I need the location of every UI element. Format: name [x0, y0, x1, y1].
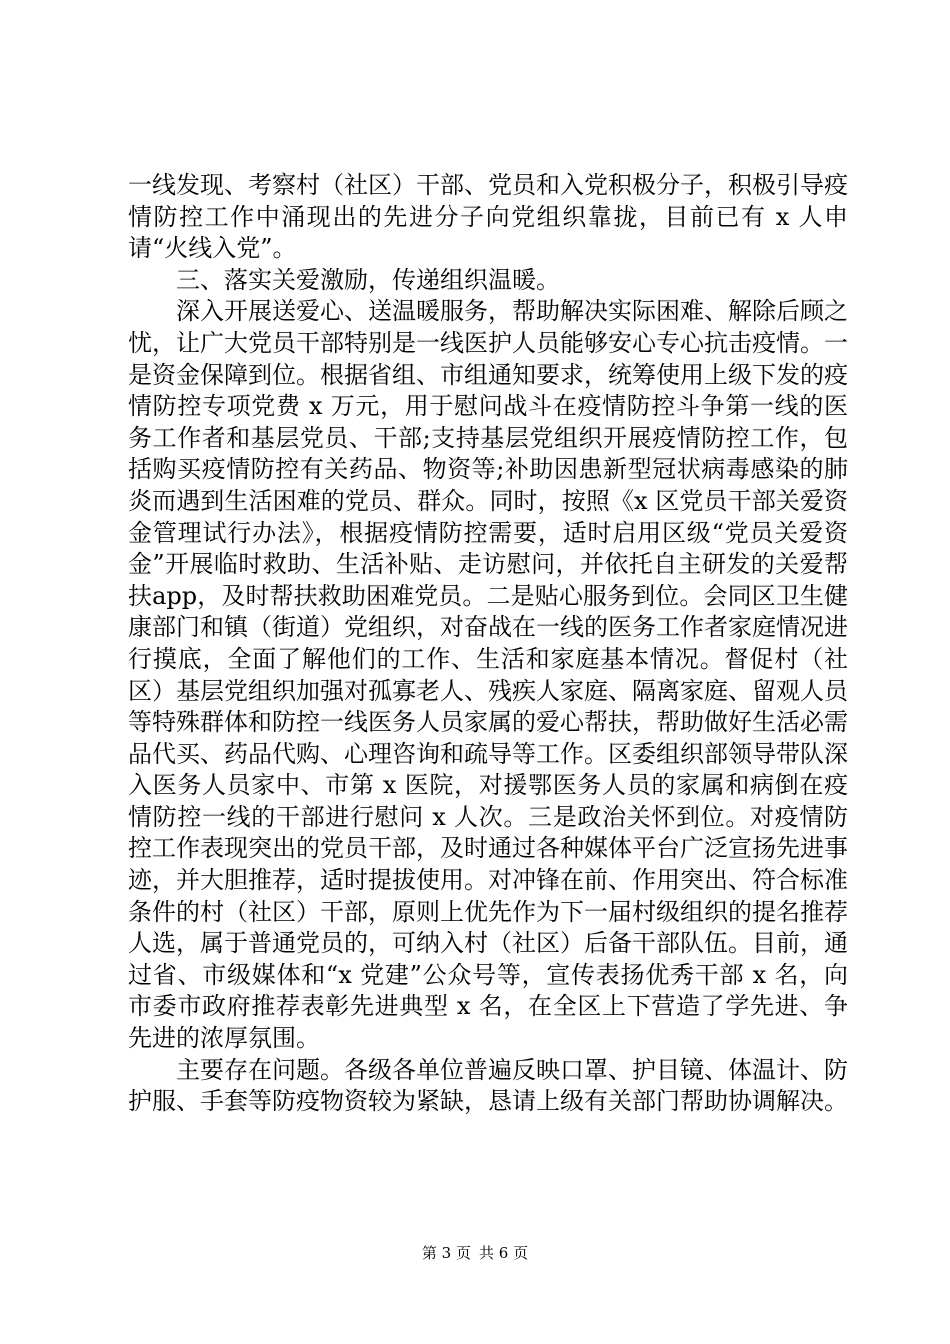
page-footer — [0, 1242, 950, 1263]
paragraph-care-incentives: 深入开展送爱心、送温暖服务，帮助解决实际困难、解除后顾之忧，让广大党员干部特别是一线医护人员能够安心专心抗击疫情。一是资金保障到位。根据省组、市组通知要求，统筹使用上级下发的疫情防控专项党费 x 万元，用于慰问战斗在疫情防控斗争第一线的医务工作者和基层党员、干部;支持基层党组织开展疫情防控工作，包括购买疫情防控有关药品、物资等;补助因患新型冠状病毒感染的肺炎而遇到生活困难的党员、群众。同时，按照《x 区党员干部关爱资金管理试行办法》，根据疫情防控需要，适时启用区级“党员关爱资金”开展临时救助、生活补贴、走访慰问，并依托自主研发的关爱帮扶app，及时帮扶救助困难党员。二是贴心服务到位。会同区卫生健康部门和镇（街道）党组织，对奋战在一线的医务工作者家庭情况进行摸底，全面了解他们的工作、生活和家庭基本情况。督促村（社区）基层党组织加强对孤寡老人、残疾人家庭、隔离家庭、留观人员等特殊群体和防控一线医务人员家属的爱心帮扶，帮助做好生活必需品代买、药品代购、心理咨询和疏导等工作。区委组织部领导带队深入医务人员家中、市第 x 医院，对援鄂医务人员的家属和病倒在疫情防控一线的干部进行慰问 x 人次。三是政治关怀到位。对疫情防控工作表现突出的党员干部，及时通过各种媒体平台广泛宣扬先进事迹，并大胆推荐，适时提拔使用。对冲锋在前、作用突出、符合标准条件的村（社区）干部，原则上优先作为下一届村级组织的提名推荐人选，属于普通党员的，可纳入村（社区）后备干部队伍。目前，通过省、市级媒体和“x 党建”公众号等，宣传表扬优秀干部 x 名，向市委市政府推荐表彰先进典型 x 名，在全区上下营造了学先进、争先进的浓厚氛围。 — [128, 297, 848, 1053]
page-total: 共 6 页 — [479, 1244, 529, 1262]
page-number: 第 3 页 — [421, 1244, 471, 1262]
section-heading-three: 三、落实关爱激励，传递组织温暖。 — [176, 265, 560, 294]
paragraph-continuation: 一线发现、考察村（社区）干部、党员和入党积极分子，积极引导疫情防控工作中涌现出的先进分子向党组织靠拢，目前已有 x 人申请“火线入党”。 — [128, 171, 848, 263]
paragraph-main-problems: 主要存在问题。各级各单位普遍反映口罩、护目镜、体温计、防护服、手套等防疫物资较为紧缺，恳请上级有关部门帮助协调解决。 — [128, 1055, 848, 1116]
document-body — [128, 170, 848, 1118]
